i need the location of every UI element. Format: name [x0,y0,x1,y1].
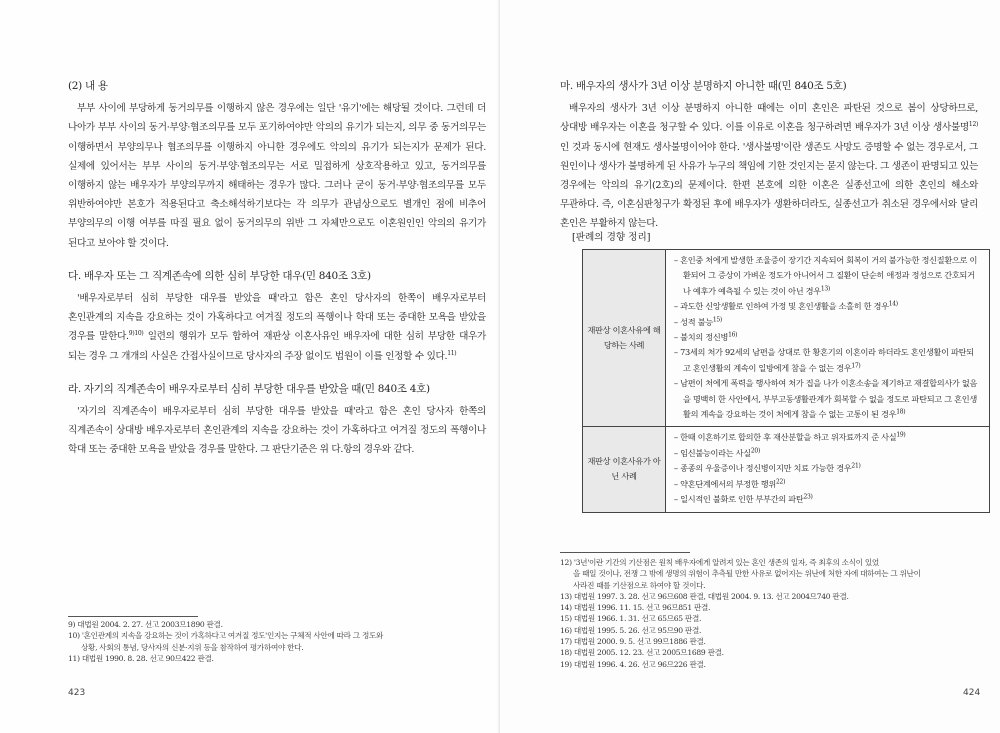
paragraph [68,289,486,366]
page-number: 423 [68,688,86,698]
paragraph-text: '배우자로부터 심히 부당한 대우를 받았을 때'라고 함은 혼인 당사자의 한쪽이 배우자로부터 혼인관계의 지속을 강요하는 것이 가혹하다고 여겨질 정도의 폭행이나 학대 또는 중대한 모욕을 받았을 경우를 말한다. [68,293,486,343]
list-item: – 임신불능이라는 사실$^{20)}$ [674,447,760,458]
item-text: 약혼단계에서의 부정한 행위 [680,478,777,489]
footnotes [560,557,980,670]
list-item: – 혼인중 처에게 발생한 조울증이 장기간 지속되어 회복이 거의 불가능한 정신질환으로 이환되어 그 증상이 가벼운 정도가 아니어서 그 질환이 단순히 애정과 정성으로 간호되거나 예후가 예측될 수 있는 것이 아닌 경우$^{13)}$ [674,255,978,296]
footnote: 12) '3년'이란 기간의 기산점은 원칙 배우자에게 알려져 있는 혼인 생존의 일자, 즉 최후의 소식이 있었 [560,558,879,567]
table-items [666,427,990,512]
list-item: – 약혼단계에서의 부정한 행위$^{22)}$ [674,477,786,489]
table-row [583,250,990,427]
footnote-ref: 14) [888,300,898,308]
footnote-ref: 17) [851,362,861,370]
item-text: 성적 불능 [680,316,713,327]
item-text: 과도한 신앙생활로 인하여 가정 및 혼인생활을 소홀히 한 경우 [680,301,889,312]
footnote-ref: 13) [820,285,830,293]
footnote: 을 때일 것이나, 전쟁 그 밖에 생명의 위험이 추측될 만한 사유로 없어지는 위난에 처한 자에 대하여는 그 위난이 [573,569,921,579]
paragraph: '자기의 직계존속이 배우자로부터 심히 부당한 대우를 받았을 때'라고 함은 혼인 당사자 한쪽의 직계존속이 상대방 배우자로부터 혼인관계의 지속을 강요하는 것이 가혹하다고 여겨질 정도의 폭행이나 학대 또는 중대한 모욕을 받았을 경우를 말한다. 그 판단기준은 위 다.항의 경우와 같다. [68,406,486,456]
section-heading: 라. 자기의 직계존속이 배우자로부터 심히 부당한 대우를 받았을 때(민 840조 4호) [68,382,430,395]
footnote-ref: 12) [968,121,978,129]
right-page [500,0,1000,733]
footnote: 사라진 때를 기산점으로 하여야 할 것이다. [573,580,706,590]
case-summary-table [582,249,990,513]
footnote-ref: 16) [728,331,738,339]
footnote-ref: 20) [750,447,760,455]
footnote: 17) 대법원 2000. 9. 5. 선고 99므1886 판결. [560,637,706,647]
table-row [583,427,990,512]
table-title: [판례의 경향 정리] [572,232,651,243]
footnote: 19) 대법원 1996. 4. 26. 선고 96므226 판결. [560,659,706,669]
item-text: 임신불능이라는 사실 [680,447,751,458]
footnotes [68,619,468,664]
right-page-body [560,77,978,234]
section-heading: (2) 내 용 [68,80,108,92]
left-page-body [68,77,486,460]
paragraph: 부부 사이에 부당하게 동거의무를 이행하지 않은 경우에는 일단 '유기'에는 해당될 것이다. 그런데 더 나아가 부부 사이의 동거·부양·협조의무를 모두 포기하여야만 악의의 유기가 되는지, 의무 중 동거의무는 이행하면서 부양의무나 협조의무를 이행하지 아니한 경우에도 악의의 유기가 되는지가 문제가 된다. 실제에 있어서는 부부 사이의 동거·부양·협조의무는 서로 밀접하게 상호작용하고 있고, 동거의무를 이행하지 않는 배우자가 부양의무까지 해태하는 경우가 많다. 그러나 굳이 동거·부양·협조의무를 모두 위반하여야만 본호가 적용된다고 축소해석하기보다는 각 의무가 관념상으로도 별개인 점에 비추어 부양의무의 이행 여부를 따질 필요 없이 동거의무의 위반 그 자체만으로도 이혼원인인 악의의 유기가 된다고 보아야 할 것이다. [68,103,486,249]
section-heading: 다. 배우자 또는 그 직계존속에 의한 심히 부당한 대우(민 840조 3호) [68,269,371,282]
footnote-ref: 22) [776,477,786,485]
page-number: 424 [963,688,981,698]
table-items [666,250,990,427]
item-text: 불치의 정신병 [680,332,729,343]
footnote-ref: 9) [128,330,135,338]
list-item: – 73세의 처가 92세의 남편을 상대로 한 황혼기의 이혼이라 하더라도 혼인생활이 파탄되고 혼인생활의 계속이 일방에게 참을 수 없는 경우$^{17)}$ [674,347,974,373]
list-item: – 성적 불능$^{15)}$ [674,315,722,327]
list-item: – 일시적인 불화로 인한 부부간의 파탄$^{23)}$ [674,493,813,505]
table-category: 재판상 이혼사유에 해당하는 사례 [583,250,666,427]
footnote: 16) 대법원 1995. 5. 26. 선고 95므90 판결. [560,625,702,635]
footnote: 상황, 사회의 통념, 당사자의 신분·지위 등을 참작하여 평가하여야 한다. [81,642,304,652]
footnote: 11) 대법원 1990. 8. 28. 선고 90므422 판결. [68,653,214,663]
item-text: 한때 이혼하기로 합의한 후 재산분할을 하고 위자료까지 준 사실 [680,432,897,443]
paragraph-text: 배우자의 생사가 3년 이상 분명하지 아니한 때에는 이미 혼인은 파탄된 것으로 봄이 상당하므로, 상대방 배우자는 이혼을 청구할 수 있다. 이를 이유로 이혼을 청구하려면 배우자가 3년 이상 생사불명 [560,103,978,134]
paragraph-text: 인 것과 동시에 현재도 생사불명이어야 한다. '생사불명'이란 생존도 사망도 증명할 수 없는 경우로서, 그 원인이나 생사가 불명하게 된 사유가 누구의 책임에 기한 것인지는 묻지 않는다. 그 생존이 판명되고 있는 경우에는 악의의 유기(2호)의 문제이다. 한편 본호에 의한 이혼은 실종선고에 의한 혼인의 해소와 무관하다. 즉, 이혼심판청구가 확정된 후에 배우자가 생환하더라도, 실종선고가 취소된 경우에서와 달리 혼인은 부활하지 않는다. [560,141,978,230]
list-item: – 불치의 정신병$^{16)}$ [674,331,738,343]
item-text: 일시적인 불화로 인한 부부간의 파탄 [680,494,804,505]
footnote: 15) 대법원 1966. 1. 31. 선고 65므65 판결. [560,614,702,624]
footnote-ref: 19) [896,431,906,439]
section-heading: 마. 배우자의 생사가 3년 이상 분명하지 아니한 때(민 840조 5호) [560,80,847,92]
list-item: – 종종의 우울증이나 정신병이지만 치료 가능한 경우$^{21)}$ [674,462,861,474]
footnote-ref: 15) [712,315,722,323]
paragraph-text: 일련의 행위가 모두 합하여 재판상 이혼사유인 배우자에 대한 심히 부당한 대우가 되는 경우 그 개개의 사실은 간접사실이므로 당사자의 주장 없이도 법원이 이를 인정할 수 있다. [68,331,486,362]
item-text: 73세의 처가 92세의 남편을 상대로 한 황혼기의 이혼이라 하더라도 혼인생활이 파탄되고 혼인생활의 계속이 일방에게 참을 수 없는 경우 [680,347,974,373]
list-item: – 남편이 처에게 폭력을 행사하여 처가 집을 나가 이혼소송을 제기하고 재결합의사가 없음을 명백히 한 사안에서, 부부고동생활관계가 회복할 수 없을 정도로 파탄되고 그 혼인생활의 계속을 강요하는 것이 처에게 참을 수 없는 고통이 된 경우$^{18)}$ [674,378,978,420]
list-item: – 과도한 신앙생활로 인하여 가정 및 혼인생활을 소홀히 한 경우$^{14)}$ [674,300,898,312]
list-item: – 한때 이혼하기로 합의한 후 재산분할을 하고 위자료까지 준 사실$^{19)}$ [674,431,906,443]
footnote: 18) 대법원 2005. 12. 23. 선고 2005므1689 판결. [560,648,724,658]
item-text: 혼인중 처에게 발생한 조울증이 장기간 지속되어 회복이 거의 불가능한 정신질환으로 이환되어 그 증상이 가벼운 정도가 아니어서 그 질환이 단순히 애정과 정성으로 간호되거나 예후가 예측될 수 있는 것이 아닌 경우 [680,255,978,296]
footnote: 9) 대법원 2004. 2. 27. 선고 2003므1890 판결. [68,620,223,629]
footnote-ref: 23) [803,493,813,501]
item-text: 남편이 처에게 폭력을 행사하여 처가 집을 나가 이혼소송을 제기하고 재결합의사가 없음을 명백히 한 사안에서, 부부고동생활관계가 회복할 수 없을 정도로 파탄되고 그 혼인생활의 계속을 강요하는 것이 처에게 참을 수 없는 고통이 된 경우 [680,378,978,420]
paragraph [560,99,978,233]
footnote-ref: 11) [447,349,457,357]
footnote-divider [560,552,690,553]
footnote: 10) '혼인관계의 지속을 강요하는 것이 가혹하다고 여겨질 정도'인지는 구체적 사안에 따라 그 정도와 [68,631,384,641]
footnote-ref: 10) [134,330,144,338]
footnote: 14) 대법원 1996. 11. 15. 선고 96므851 판결. [560,603,711,613]
table-category: 재판상 이혼사유가 아닌 사례 [583,427,666,512]
footnote-divider [68,616,198,617]
footnote-ref: 21) [851,462,861,470]
item-text: 종종의 우울증이나 정신병이지만 치료 가능한 경우 [680,463,852,474]
footnote: 13) 대법원 1997. 3. 28. 선고 96므608 판결, 대법원 2004. 9. 13. 선고 2004므740 판결. [560,591,849,601]
footnote-ref: 18) [896,408,906,416]
